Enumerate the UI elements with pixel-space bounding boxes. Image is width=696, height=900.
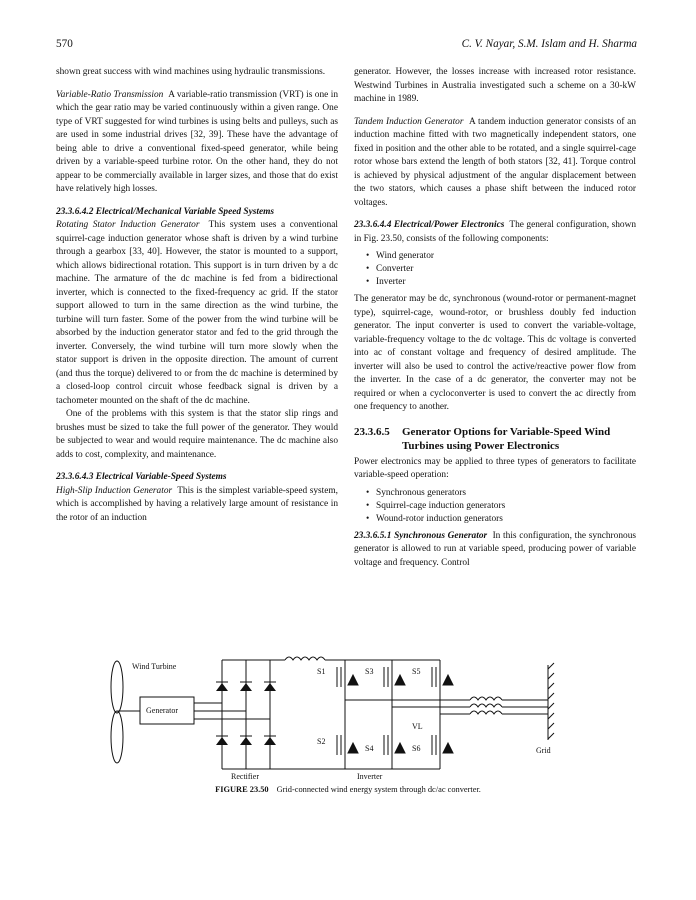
voltage-label-vl: VL xyxy=(412,722,423,731)
paragraph-pe xyxy=(354,219,636,246)
run-in-heading: High-Slip Induction Generator xyxy=(56,485,173,496)
subsection-heading: 23.3.6.4.3 Electrical Variable-Speed Systems xyxy=(56,472,227,482)
paragraph-text: A tandem induction generator consists of an induction machine fitted with two magnetically independent stators, one fixed in position and the other able to be rotated, and a single squirrel-cage rotor whose bars extend the length of both stators [32, 41]. Torque control is achieved by physical adjustment of the angular displacement between the two stators, which causes a phase shift between the induced rotor voltages. xyxy=(354,116,636,208)
switch-label-s4: S4 xyxy=(365,744,374,753)
list-item: • Squirrel-cage induction generators xyxy=(354,500,636,513)
paragraph-text: In this configuration, the synchronous generator is allowed to run at variable speed, producing power of variable voltage and frequency. Control xyxy=(354,530,636,568)
wind-turbine-label: Wind Turbine xyxy=(132,662,177,671)
paragraph-vrt xyxy=(56,89,338,197)
list-item: • Converter xyxy=(354,263,636,276)
list-item: • Wind generator xyxy=(354,250,636,263)
bullet-list xyxy=(354,250,636,289)
generator-label: Generator xyxy=(146,706,178,715)
left-column xyxy=(56,66,338,525)
section-title-line1: Generator Options for Variable-Speed Wind xyxy=(402,425,611,438)
subsection-heading: 23.3.6.5.1 Synchronous Generator xyxy=(354,530,488,541)
list-item: • Synchronous generators xyxy=(354,487,636,500)
section-title-line2: Turbines using Power Electronics xyxy=(402,439,560,452)
switch-label-s2: S2 xyxy=(317,737,326,746)
run-in-heading: Tandem Induction Generator xyxy=(354,116,464,127)
switch-label-s6: S6 xyxy=(412,744,421,753)
subsection-heading: 23.3.6.4.4 Electrical/Power Electronics xyxy=(354,220,505,230)
rectifier-label: Rectifier xyxy=(231,772,259,781)
paragraph-text: This is the simplest variable-speed system, which is accomplished by having a relatively large amount of resistance in the rotor of an induction xyxy=(56,485,338,523)
bullet-list xyxy=(354,487,636,526)
grid-bus xyxy=(548,663,554,740)
figure-number: FIGURE 23.50 xyxy=(215,785,269,794)
right-column xyxy=(354,66,636,570)
paragraph-rsig xyxy=(56,219,338,408)
paragraph-text: This system uses a conventional squirrel-cage induction generator whose shaft is driven by a wind turbine through a gearbox [33, 40]. However, the stator is mounted to a support, which allows bidirectional rotation. This support is in turn driven by a dc machine. The armature of the dc machine is fed from a bidirectional inverter, which is connected to the fixed-frequency ac grid. If the stator support allowed to turn in the same direction as the wind turbine, the turbine will turn faster. Some of the power from the wind turbine will be absorbed by the induction generator stator and fed to the grid through the inverter. Conversely, the wind turbine will turn more slowly when the stator support is driven in the opposite direction. The amount of current (and thus the torque) delivered to or from the dc machine is determined by a closed-loop control circuit whose feedback signal is driven by a tachometer mounted on the shaft of the dc machine. xyxy=(56,220,338,406)
paragraph: One of the problems with this system is that the stator slip rings and brushes must be sized to take the full power of the generator. They would be subjected to wear and would require maintenance. The dc machine also adds to cost, complexity, and maintenance. xyxy=(56,409,338,460)
inverter-label: Inverter xyxy=(357,772,383,781)
generator-connection-wires xyxy=(194,703,270,719)
switch-label-s1: S1 xyxy=(317,667,326,676)
paragraph-tig xyxy=(354,116,636,211)
rectifier-bridge xyxy=(222,660,345,769)
paragraph-hsig xyxy=(56,485,338,526)
igbt-switches xyxy=(337,667,453,755)
page-number: 570 xyxy=(56,38,73,50)
paragraph: Power electronics may be applied to three types of generators to facilitate variable-speed operation: xyxy=(354,456,636,480)
dc-link-inductor xyxy=(285,657,325,660)
paragraph: shown great success with wind machines using hydraulic transmissions. xyxy=(56,67,326,77)
subsection-heading: 23.3.6.4.2 Electrical/Mechanical Variable Speed Systems xyxy=(56,206,275,217)
paragraph-text: A variable-ratio transmission (VRT) is one in which the gear ratio may be varied continuously within a given range. One type of VRT suggested for wind turbines is using belts and pulleys, such as are used in some industrial drives [32, 39]. These have the advantage of being able to drive a conventional fixed-speed generator, while being driven by a variable-speed turbine rotor. On the other hand, they do not appear to be commercially available in larger sizes, and those that do exist have relatively high losses. xyxy=(56,89,338,194)
switch-label-s5: S5 xyxy=(412,667,421,676)
section-number: 23.3.6.5 xyxy=(354,425,390,438)
run-in-heading: Rotating Stator Induction Generator xyxy=(56,220,200,230)
paragraph-text: The general configuration, shown in Fig. 23.50, consists of the following components: xyxy=(354,220,636,244)
output-filter-inductors xyxy=(470,697,548,714)
list-item: • Wound-rotor induction generators xyxy=(354,513,636,526)
figure-caption-text: Grid-connected wind energy system through dc/ac converter. xyxy=(276,785,481,794)
paragraph: generator. However, the losses increase with increased rotor resistance. Westwind Turbines in Australia investigated such a scheme on a 30-kW machine in 1989. xyxy=(354,67,636,104)
circuit-figure xyxy=(0,645,696,805)
run-in-heading: Variable-Ratio Transmission xyxy=(56,89,164,100)
wind-turbine-icon xyxy=(111,661,140,763)
running-header-authors: C. V. Nayar, S.M. Islam and H. Sharma xyxy=(461,38,637,50)
figure-caption xyxy=(0,785,696,794)
section-heading xyxy=(354,425,636,453)
paragraph-sg xyxy=(354,530,636,571)
switch-label-s3: S3 xyxy=(365,667,374,676)
list-item: • Inverter xyxy=(354,276,636,289)
grid-label: Grid xyxy=(536,746,551,755)
paragraph: The generator may be dc, synchronous (wound-rotor or permanent-magnet type), squirrel-cage, wound-rotor, or brushless doubly fed induction generator. The input converter is used to convert the variable-voltage, variable-frequency voltage to the dc voltage. This dc voltage is converted into ac of constant voltage and frequency of desired amplitude. The inverter will also be used to control the active/reactive power flow from the inverter. In the case of a dc generator, the converter may not be required or when a cycloconverter is used to convert the ac directly from one frequency to another. xyxy=(354,294,636,412)
